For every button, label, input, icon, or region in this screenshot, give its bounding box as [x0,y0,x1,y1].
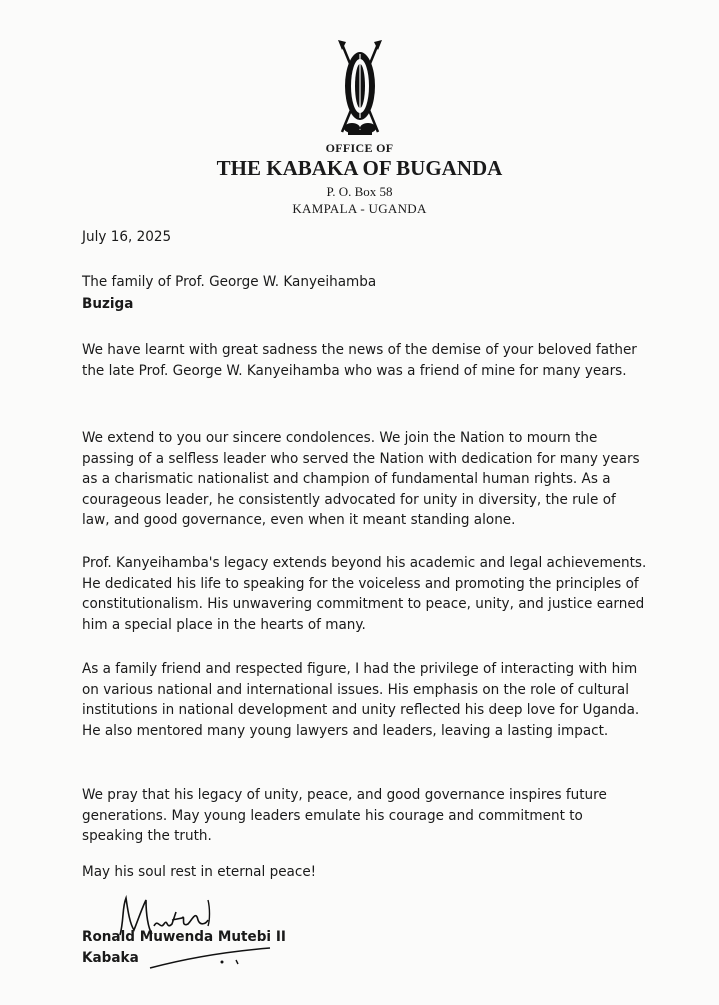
letterhead-title: THE KABAKA OF BUGANDA [216,156,503,180]
recipient-location: Buziga [82,295,134,312]
recipient-name: The family of Prof. George W. Kanyeihamba [82,273,377,290]
shield-with-crossed-spears-icon [330,40,390,140]
paragraph-5: We pray that his legacy of unity, peace, and good governance inspires future generations. May young leaders emulate his courage and commitment to speaking the truth. [82,786,607,844]
letterhead-office-of: OFFICE OF [325,141,394,155]
letter-date: July 16, 2025 [82,228,172,245]
signatory-title: Kabaka [82,949,139,966]
letterhead-city: KAMPALA - UGANDA [292,201,427,216]
paragraph-3: Prof. Kanyeihamba's legacy extends beyond his academic and legal achievements. He dedicated his life to speaking for the voiceless and promoting the principles of constitutionalism. His unwavering commitment to peace, unity, and justice earned him a special place in the hearts of many. [82,554,647,633]
paragraph-4: As a family friend and respected figure, I had the privilege of interacting with him on various national and international issues. His emphasis on the role of cultural institutions in national development and unity reflected his deep love for Uganda. He also mentored many young lawyers and leaders, leaving a lasting impact. [82,660,640,739]
letterhead-po-box: P. O. Box 58 [326,184,393,199]
closing-line: May his soul rest in eternal peace! [82,863,317,880]
paragraph-2: We extend to you our sincere condolences. We join the Nation to mourn the passing of a selfless leader who served the Nation with dedication for many years as a charismatic nationalist and champion of fundamental human rights. As a courageous leader, he consistently advocated for unity in diversity, the rule of law, and good governance, even when it meant standing alone. [82,429,640,528]
signatory-name: Ronald Muwenda Mutebi II [82,928,286,945]
paragraph-1: We have learnt with great sadness the news of the demise of your beloved father the late Prof. George W. Kanyeihamba who was a friend of mine for many years. [82,341,637,379]
